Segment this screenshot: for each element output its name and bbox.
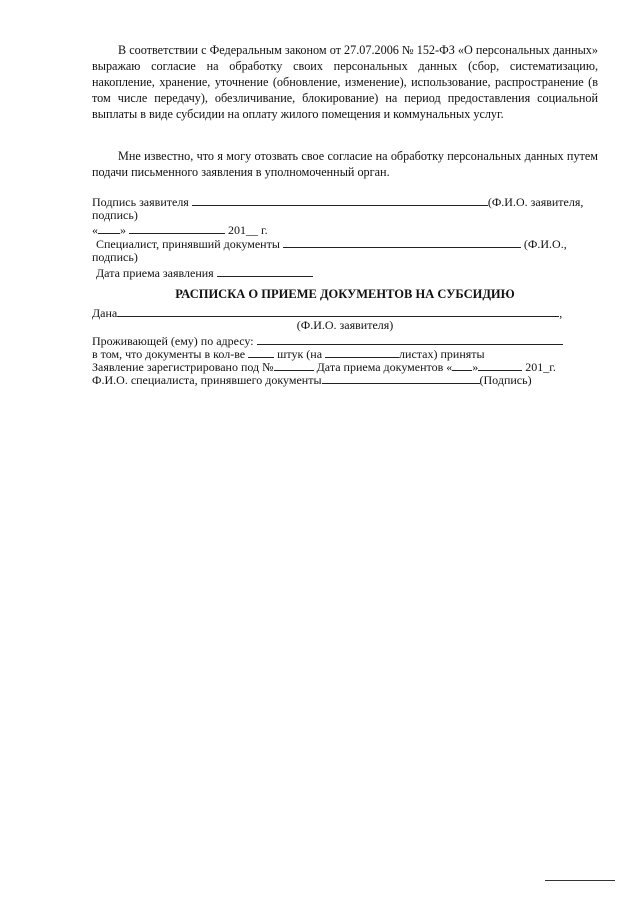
consent-paragraph-1: В соответствии с Федеральным законом от 27.07.2006 № 152-ФЗ «О персональных данных» выражаю согласие на обработку своих персональных данных (сбор, систематизацию, накопление, хранение, уточнение (обновление, изменение), использование, распространение (в том числе передачу), обезличивание, блокирование) на период предоставления социальной выплаты в виде субсидии на оплату жилого помещения и коммунальных услуг.: [92, 43, 598, 121]
receipt-given-end: ,: [559, 306, 563, 320]
receipt-reg-number-field[interactable]: [274, 359, 314, 371]
receipt-sheets-field[interactable]: [325, 346, 399, 358]
specialist-caption-cont: подпись): [92, 250, 138, 264]
applicant-signature-caption: (Ф.И.О. заявителя,: [487, 195, 584, 209]
receipt-given-field[interactable]: [117, 305, 559, 317]
receipt-title: РАСПИСКА О ПРИЕМЕ ДОКУМЕНТОВ НА СУБСИДИЮ: [175, 287, 515, 301]
applicant-signature-label: Подпись заявителя: [92, 195, 189, 209]
receipt-specialist-label: Ф.И.О. специалиста, принявшего документы: [92, 373, 322, 387]
receipt-specialist-field[interactable]: [322, 372, 480, 384]
receipt-address-label: Проживающей (ему) по адресу:: [92, 334, 254, 348]
receipt-given-caption: (Ф.И.О. заявителя): [296, 318, 394, 332]
receipt-docs-count-field[interactable]: [248, 346, 274, 358]
signature-date-line: [92, 222, 268, 237]
page-edge-mark: [545, 880, 615, 881]
receipt-reg-year: 201_г.: [525, 360, 556, 374]
received-date-line: [96, 265, 313, 280]
receipt-reg-quote: »: [472, 360, 479, 374]
receipt-reg-label: Заявление зарегистрировано под №: [92, 360, 274, 374]
receipt-reg-date-label: Дата приема документов «: [316, 360, 453, 374]
receipt-address-field[interactable]: [257, 333, 563, 345]
specialist-line: [96, 236, 567, 251]
received-date-field[interactable]: [217, 265, 313, 277]
date-quote-open: «: [92, 223, 98, 237]
date-day-field[interactable]: [98, 222, 120, 234]
receipt-specialist-line: [92, 372, 532, 387]
consent-paragraph-2: Мне известно, что я могу отозвать свое согласие на обработку персональных данных путем подачи письменного заявления в уполномоченный орган.: [92, 149, 598, 179]
applicant-signature-field[interactable]: [192, 194, 488, 206]
receipt-specialist-caption: (Подпись): [479, 373, 532, 387]
applicant-signature-caption-cont: подпись): [92, 208, 138, 222]
specialist-label: Специалист, принявший документы: [96, 237, 280, 251]
date-month-field[interactable]: [129, 222, 225, 234]
receipt-docs-text-1: в том, что документы в кол-ве: [92, 347, 246, 361]
receipt-reg-month-field[interactable]: [478, 359, 522, 371]
receipt-docs-text-2: штук (на: [277, 347, 323, 361]
specialist-caption: (Ф.И.О.,: [523, 237, 567, 251]
receipt-reg-day-field[interactable]: [452, 359, 472, 371]
specialist-field[interactable]: [283, 236, 521, 248]
receipt-docs-text-3: листах) приняты: [399, 347, 485, 361]
receipt-given-label: Дана: [92, 306, 118, 320]
applicant-signature-line: [92, 194, 583, 209]
received-date-label: Дата приема заявления: [96, 266, 214, 280]
date-year: 201__ г.: [228, 223, 268, 237]
date-quote-close: »: [120, 223, 126, 237]
